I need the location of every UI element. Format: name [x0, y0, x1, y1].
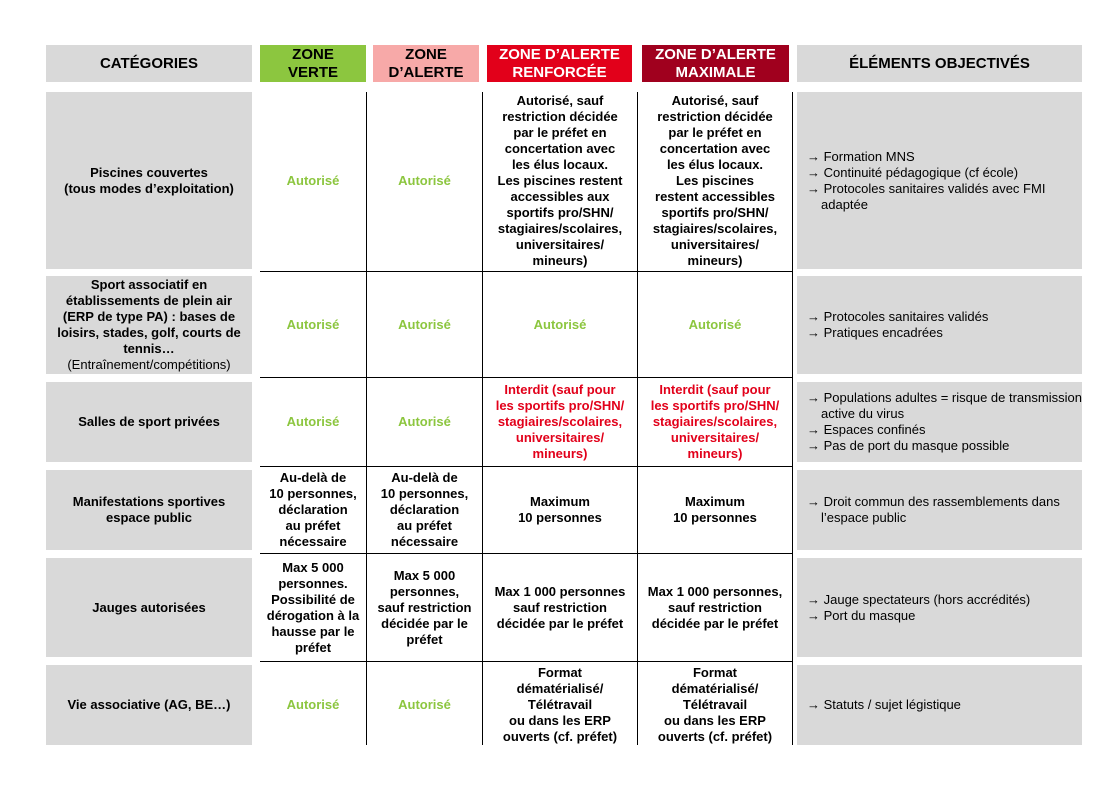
rule-text-line: Max 5 000 [393, 567, 456, 583]
rule-text-line: restent accessibles [655, 188, 775, 204]
rule-text-line: Les piscines [675, 172, 755, 188]
rule-text-line: accessibles aux [510, 188, 610, 204]
elements-cell [797, 92, 1082, 269]
rule-text-line: Autorisé [398, 172, 451, 188]
rule-text-line: hausse par le [271, 623, 355, 639]
rule-text-line: par le préfet en [668, 124, 762, 140]
zone-rule-cell [367, 276, 482, 374]
zone-rule-cell [260, 276, 366, 374]
rule-text-line: ou dans les ERP [664, 713, 766, 728]
zone-rule-cell [260, 382, 366, 462]
rule-text-line: les sportifs pro/SHN/ [495, 398, 625, 413]
zone-rule-cell [638, 665, 792, 745]
category-label: (ERP de type PA) : bases de [62, 309, 236, 324]
element-item: → Continuité pédagogique (cf école) [807, 164, 1019, 180]
rule-text-line: Télétravail [682, 697, 748, 712]
rule-text-line: Les piscines restent [497, 172, 623, 188]
rule-text-line: restriction décidée [657, 108, 773, 124]
category-label: Piscines couvertes [90, 164, 208, 180]
rule-text-line: concertation avec [504, 140, 616, 156]
zone-rule-cell [483, 558, 637, 657]
zone-rule-cell [367, 558, 482, 657]
rule-text-line: sportifs pro/SHN/ [506, 204, 614, 220]
elements-cell [797, 558, 1082, 657]
element-item: → Jauge spectateurs (hors accrédités) [807, 591, 1031, 607]
element-item: → Populations adultes = risque de transmission active du virus [807, 390, 1082, 421]
rule-text-line: stagiaires/scolaires, [652, 414, 778, 429]
zone-rule-cell [367, 470, 482, 550]
rule-text-line: Interdit (sauf pour [504, 382, 616, 397]
grid-line [260, 377, 792, 378]
rule-text-line: mineurs) [532, 446, 588, 461]
elements-cell [797, 470, 1082, 550]
category-label: Manifestations sportives [72, 494, 226, 509]
rule-text-line: universitaires/ [515, 236, 605, 252]
rule-text-line: Autorisé [398, 317, 451, 332]
rule-text-line: dérogation à la [266, 607, 360, 623]
element-item: → Droit commun des rassemblements dans l’espace public [807, 494, 1060, 525]
rule-text-line: au préfet [285, 518, 341, 533]
element-item: → Port du masque [807, 607, 916, 623]
category-cell [46, 558, 252, 657]
rule-text-line: Max 1 000 personnes [494, 583, 626, 599]
rule-text-line: décidée par le préfet [496, 615, 624, 631]
rule-text-line: personnes, [389, 583, 460, 599]
elements-cell [797, 276, 1082, 374]
rule-text-line: ouverts (cf. préfet) [502, 729, 618, 744]
zone-rule-cell [638, 470, 792, 550]
zone-rule-cell [260, 92, 366, 269]
rule-text-line: Format [692, 665, 738, 680]
zone-rule-cell [483, 470, 637, 550]
rule-text-line: restriction décidée [502, 108, 618, 124]
rule-text-line: stagiaires/scolaires, [497, 220, 623, 236]
rule-text-line: personnes. [278, 575, 348, 591]
rule-text-line: 10 personnes, [380, 486, 469, 501]
rule-text-line: préfet [294, 639, 332, 655]
grid-line [260, 553, 792, 554]
zone-rule-cell [260, 558, 366, 657]
header-zone-alerte-line2: D’ALERTE [388, 63, 464, 81]
element-item: → Statuts / sujet légistique [807, 697, 961, 712]
element-item: → Protocoles sanitaires validés avec FMI adaptée [807, 180, 1046, 212]
zone-rule-cell [367, 92, 482, 269]
rule-text-line: déclaration [389, 502, 460, 517]
rule-text-line: dématérialisé/ [671, 681, 759, 696]
rule-text-line: Autorisé [533, 317, 587, 332]
rule-text-line: Autorisé [286, 172, 340, 188]
elements-cell [797, 382, 1082, 462]
zone-rule-cell [367, 382, 482, 462]
rule-text-line: Max 5 000 [282, 559, 344, 575]
rule-text-line: les élus locaux. [511, 156, 609, 172]
rule-text-line: mineurs) [687, 446, 743, 461]
rule-text-line: nécessaire [390, 534, 459, 549]
zone-rule-cell [638, 558, 792, 657]
rule-text-line: Interdit (sauf pour [659, 382, 771, 397]
category-cell [46, 470, 252, 550]
category-label: tennis… [123, 341, 175, 356]
category-cell [46, 276, 252, 374]
category-label: Salles de sport privées [78, 414, 220, 429]
grid-line [366, 92, 367, 745]
rule-text-line: Autorisé [286, 697, 340, 712]
rule-text-line: Maximum [530, 494, 590, 509]
header-zone-verte-line2: VERTE [287, 63, 338, 81]
zone-rule-cell [638, 276, 792, 374]
rule-text-line: mineurs) [687, 252, 743, 268]
rule-text-line: au préfet [397, 518, 452, 533]
header-zone-renforcee-line2: RENFORCÉE [512, 63, 607, 81]
rule-text-line: Autorisé [398, 414, 451, 429]
element-item: → Pas de port du masque possible [807, 438, 1010, 453]
rule-text-line: 10 personnes, [269, 486, 357, 501]
rule-text-line: universitaires/ [670, 430, 760, 445]
grid-line [637, 92, 638, 745]
zone-rule-cell [367, 665, 482, 745]
rule-text-line: sauf restriction [668, 599, 762, 615]
header-zone-maximale-line2: MAXIMALE [675, 63, 756, 81]
header-categories-text: CATÉGORIES [99, 54, 199, 72]
rule-text-line: décidée par le préfet [651, 615, 779, 631]
header-zone-alerte [373, 45, 479, 82]
rule-text-line: Format [537, 665, 583, 680]
rule-text-line: par le préfet en [513, 124, 607, 140]
category-cell [46, 382, 252, 462]
header-zone-renforcee [487, 45, 632, 82]
header-zone-renforcee-line1: ZONE D’ALERTE [499, 45, 620, 63]
category-label: loisirs, stades, golf, courts de [57, 325, 241, 340]
rule-text-line: sportifs pro/SHN/ [661, 204, 769, 220]
header-elements-objectives-text: ÉLÉMENTS OBJECTIVÉS [849, 54, 1030, 72]
zone-rule-cell [260, 665, 366, 745]
element-item: → Pratiques encadrées [807, 325, 943, 340]
rule-text-line: les sportifs pro/SHN/ [650, 398, 780, 413]
rule-text-line: universitaires/ [670, 236, 760, 252]
rule-text-line: les élus locaux. [666, 156, 764, 172]
rule-text-line: Autorisé [398, 697, 451, 712]
category-label: Vie associative (AG, BE…) [67, 697, 231, 712]
rule-text-line: préfet [406, 631, 443, 647]
rule-text-line: sauf restriction [377, 599, 472, 615]
category-label: (tous modes d’exploitation) [64, 180, 234, 196]
category-label: établissements de plein air [65, 293, 233, 308]
rule-text-line: mineurs) [532, 252, 588, 268]
rule-text-line: décidée par le [381, 615, 468, 631]
rule-text-line: universitaires/ [515, 430, 605, 445]
grid-line [260, 466, 792, 467]
zone-rule-cell [483, 92, 637, 269]
rule-text-line: Autorisé, sauf [671, 92, 759, 108]
rule-text-line: sauf restriction [513, 599, 607, 615]
rule-text-line: déclaration [278, 502, 348, 517]
grid-line [792, 92, 793, 745]
rule-text-line: Autorisé [286, 414, 340, 429]
rule-text-line: Autorisé [688, 317, 742, 332]
rule-text-line: Maximum [685, 494, 745, 509]
grid-line [482, 92, 483, 745]
header-zone-verte [260, 45, 366, 82]
header-elements-objectives [797, 45, 1082, 82]
element-item: → Espaces confinés [807, 422, 926, 437]
rule-text-line: Autorisé [286, 317, 340, 332]
category-cell [46, 92, 252, 269]
header-zone-maximale [642, 45, 789, 82]
rule-text-line: ouverts (cf. préfet) [657, 729, 773, 744]
rule-text-line: 10 personnes [518, 510, 602, 525]
rule-text-line: Au-delà de [279, 470, 347, 485]
zone-rule-cell [483, 382, 637, 462]
rule-text-line: 10 personnes [673, 510, 757, 525]
header-zone-verte-line1: ZONE [292, 45, 334, 63]
rule-text-line: stagiaires/scolaires, [652, 220, 778, 236]
zone-rule-cell [483, 276, 637, 374]
elements-cell [797, 665, 1082, 745]
category-label: Sport associatif en [90, 277, 208, 292]
rule-text-line: Possibilité de [271, 591, 355, 607]
element-item: → Protocoles sanitaires validés [807, 309, 989, 324]
header-categories [46, 45, 252, 82]
header-zone-alerte-line1: ZONE [405, 45, 447, 63]
element-item: → Formation MNS [807, 148, 915, 164]
rule-text-line: Max 1 000 personnes, [647, 583, 783, 599]
zone-rule-cell [483, 665, 637, 745]
rule-text-line: nécessaire [279, 534, 347, 549]
header-zone-maximale-line1: ZONE D’ALERTE [655, 45, 776, 63]
zone-rule-cell [638, 92, 792, 269]
rule-text-line: Au-delà de [391, 470, 458, 485]
zone-rule-cell [638, 382, 792, 462]
rule-text-line: dématérialisé/ [516, 681, 604, 696]
grid-line [260, 271, 792, 272]
rule-text-line: stagiaires/scolaires, [497, 414, 623, 429]
category-label: Jauges autorisées [92, 599, 206, 615]
rule-text-line: ou dans les ERP [509, 713, 611, 728]
rule-text-line: Autorisé, sauf [516, 92, 604, 108]
category-sublabel: (Entraînement/compétitions) [67, 357, 231, 372]
grid-line [260, 661, 792, 662]
category-cell [46, 665, 252, 745]
rule-text-line: Télétravail [527, 697, 593, 712]
rule-text-line: concertation avec [659, 140, 771, 156]
category-label: espace public [106, 510, 192, 525]
zone-rule-cell [260, 470, 366, 550]
